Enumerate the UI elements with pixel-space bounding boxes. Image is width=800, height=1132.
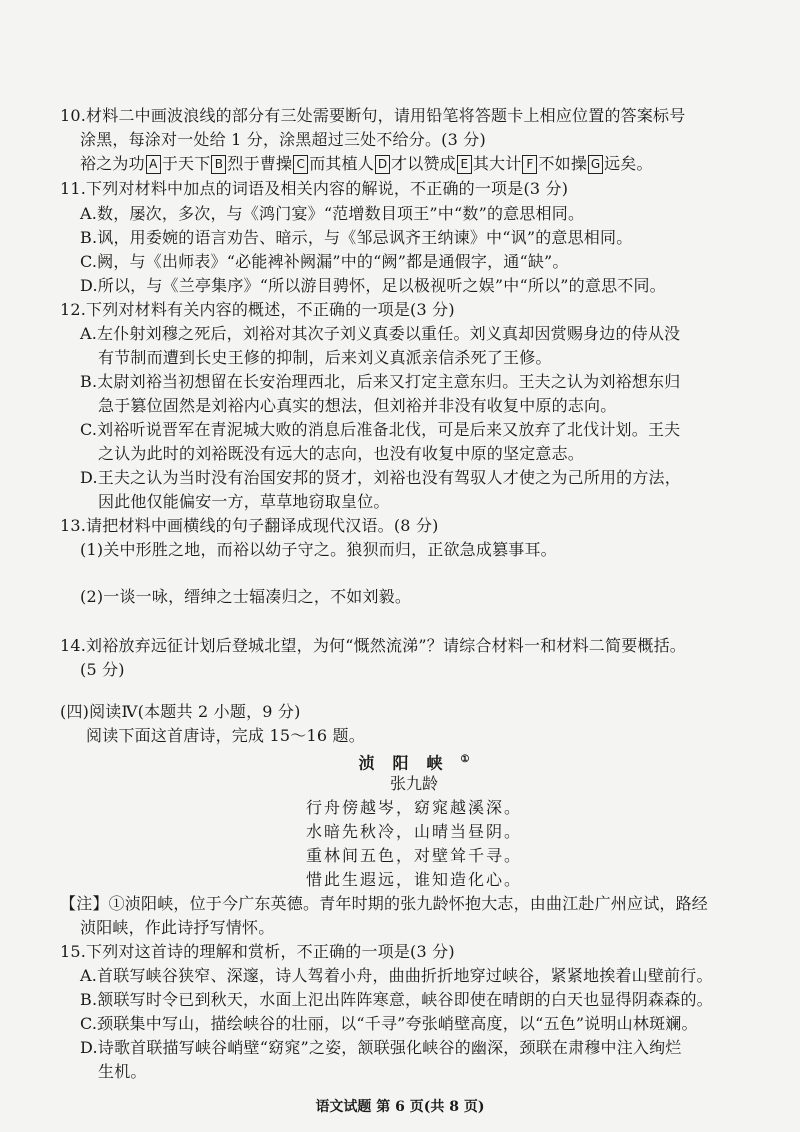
q12-option-c-line-1: C.刘裕听说晋军在青泥城大败的消息后准备北伐，可是后来又放弃了北伐计划。王夫 (80, 420, 681, 439)
segment: 不如操 (538, 154, 588, 173)
q13-stem: 13.请把材料中画横线的句子翻译成现代汉语。(8 分) (60, 516, 439, 535)
note-line-2: 浈阳峡，作此诗抒写情怀。 (80, 918, 275, 937)
segment: 远矣。 (604, 154, 653, 173)
q10-line-1: 10.材料二中画波浪线的部分有三处需要断句，请用铅笔将答题卡上相应位置的答案标号 (60, 106, 686, 125)
q15-option-d-line-2: 生机。 (98, 1062, 147, 1081)
note-line-1: 【注】①浈阳峡，位于今广东英德。青年时期的张九龄怀抱大志，由曲江赴广州应试，路经 (60, 894, 709, 913)
q15-option-a: A.首联写峡谷狭窄、深邃，诗人驾着小舟，曲曲折折地穿过峡谷，紧紧地挨着山壁前行。 (80, 966, 713, 985)
q10-line-2: 涂黑，每涂对一处给 1 分，涂黑超过三处不给分。(3 分) (80, 130, 486, 149)
segment: 于天下 (161, 154, 211, 173)
q10-answer-sentence (80, 152, 653, 176)
q12-option-b-line-1: B.太尉刘裕当初想留在长安治理西北，后来又打定主意东归。王夫之认为刘裕想东归 (80, 372, 681, 391)
answer-box-e: E (457, 155, 472, 174)
q11-option-d: D.所以，与《兰亭集序》“所以游目骋怀，足以极视听之娱”中“所以”的意思不同。 (80, 276, 666, 295)
answer-box-b: B (211, 155, 226, 174)
q11-option-b: B.讽，用委婉的语言劝告、暗示，与《邹忌讽齐王纳谏》中“讽”的意思相同。 (80, 228, 633, 247)
q11-option-a: A.数，屡次，多次，与《鸿门宴》“范增数目项王”中“数”的意思相同。 (80, 204, 585, 223)
q12-option-d-line-2: 因此他仅能偏安一方，草草地窃取皇位。 (98, 492, 390, 511)
answer-box-g: G (588, 155, 603, 174)
answer-box-f: F (522, 155, 537, 174)
q14-line-2: (5 分) (80, 660, 125, 679)
q11-stem: 11.下列对材料中加点的词语及相关内容的解说，不正确的一项是(3 分) (60, 179, 569, 198)
page-footer: 语文试题 第 6 页(共 8 页) (315, 1099, 485, 1115)
q12-option-d-line-1: D.王夫之认为当时没有治国安邦的贤才，刘裕也没有驾驭人才使之为己所用的方法， (80, 468, 681, 487)
segment: 裕之为功 (80, 154, 145, 173)
answer-box-c: C (293, 155, 308, 174)
poem-line-2: 水暗先秋冷，山晴当昼阴。 (305, 822, 522, 841)
q15-option-c: C.颈联集中写山，描绘峡谷的壮丽，以“千寻”夸张峭壁高度，以“五色”说明山林斑斓。 (80, 1014, 698, 1033)
q15-option-d-line-1: D.诗歌首联描写峡谷峭壁“窈窕”之姿，颔联强化峡谷的幽深，颈联在肃穆中注入绚烂 (80, 1038, 682, 1057)
q13-sentence-1: (1)关中形胜之地，而裕以幼子守之。狼狈而归，正欲急成篡事耳。 (80, 540, 557, 559)
q15-stem: 15.下列对这首诗的理解和赏析，不正确的一项是(3 分) (60, 942, 455, 961)
q14-line-1: 14.刘裕放弃远征计划后登城北望，为何“慨然流涕”？请综合材料一和材料二简要概括。 (60, 636, 687, 655)
note-mark: ① (460, 754, 470, 765)
segment: 才以赞成 (391, 154, 456, 173)
section-4-intro: 阅读下面这首唐诗，完成 15～16 题。 (86, 726, 365, 745)
poem-author: 张九龄 (389, 774, 438, 793)
segment: 而其植人 (309, 154, 375, 173)
q11-option-c: C.阙，与《出师表》“必能裨补阙漏”中的“阙”都是通假字，通“缺”。 (80, 252, 569, 271)
answer-box-d: D (375, 155, 390, 174)
q12-stem: 12.下列对材料有关内容的概述，不正确的一项是(3 分) (60, 300, 455, 319)
segment: 烈于曹操 (227, 154, 293, 173)
poem-line-4: 惜此生遐远，谁知造化心。 (305, 870, 522, 889)
q12-option-a-line-2: 有节制而遭到长史王修的抑制，后来刘义真派亲信杀死了王修。 (98, 348, 552, 367)
answer-box-a: A (146, 155, 161, 174)
poem-title-text: 浈阳峡 (358, 753, 461, 773)
q12-option-b-line-2: 急于篡位固然是刘裕内心真实的想法，但刘裕并非没有收复中原的志向。 (98, 396, 617, 415)
q13-sentence-2: (2)一谈一咏，缙绅之士辐凑归之，不如刘毅。 (80, 587, 412, 606)
q12-option-a-line-1: A.左仆射刘穆之死后，刘裕对其次子刘义真委以重任。刘义真却因赏赐身边的侍从没 (80, 324, 681, 343)
poem-line-1: 行舟傍越岑，窈窕越溪深。 (305, 798, 522, 817)
section-4-heading: (四)阅读Ⅳ(本题共 2 小题，9 分) (60, 702, 301, 721)
segment: 其大计 (472, 154, 522, 173)
q12-option-c-line-2: 之认为此时的刘裕既没有远大的志向，也没有收复中原的坚定意志。 (98, 444, 585, 463)
poem-line-3: 重林间五色，对壁耸千寻。 (305, 846, 522, 865)
q15-option-b: B.颔联写时令已到秋天，水面上氾出阵阵寒意，峡谷即使在晴朗的白天也显得阴森森的。 (80, 990, 713, 1009)
